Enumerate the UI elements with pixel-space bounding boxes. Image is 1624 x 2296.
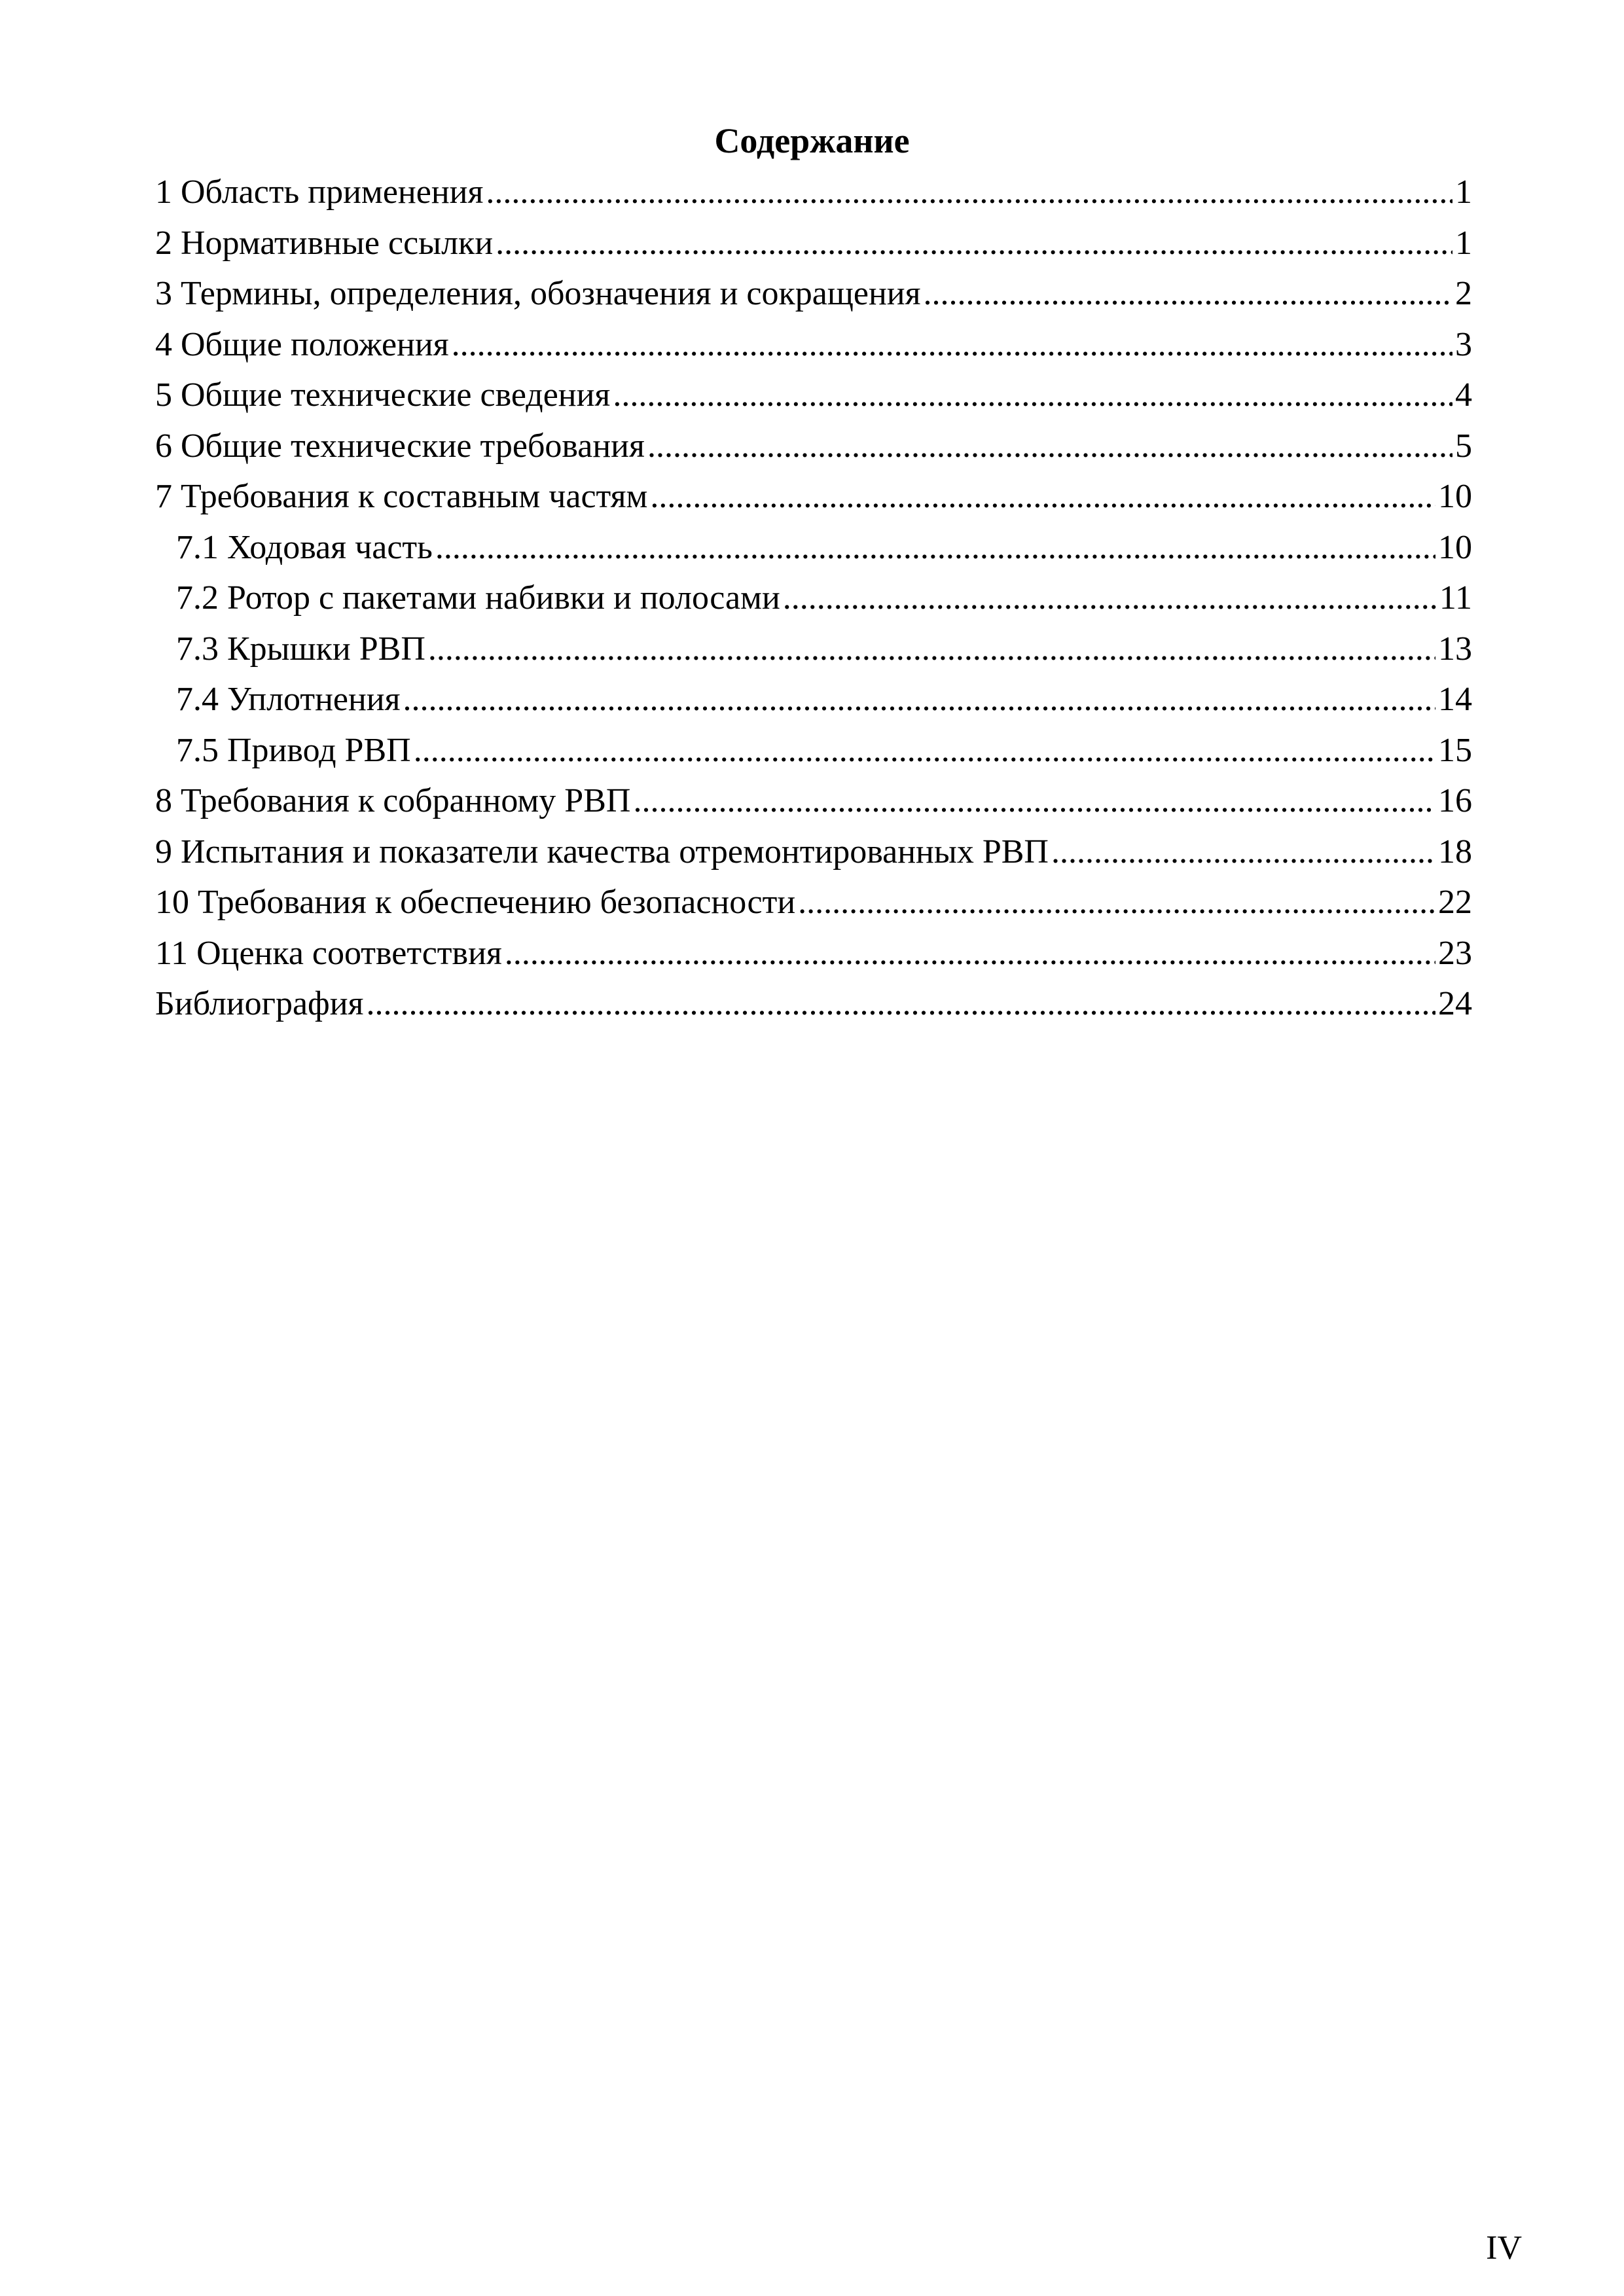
toc-entry-page: 23 <box>1438 934 1472 972</box>
toc-dot-leader <box>452 319 1453 370</box>
toc-dot-leader <box>403 674 1435 725</box>
toc-entry-text: 7.3 Крышки РВП <box>176 630 425 668</box>
toc-entry-page: 3 <box>1455 325 1472 363</box>
toc-entry-page: 4 <box>1455 376 1472 414</box>
table-of-contents <box>155 167 1472 1030</box>
toc-dot-leader <box>633 776 1435 827</box>
toc-subentry[interactable] <box>155 725 1472 776</box>
toc-dot-leader <box>486 167 1453 218</box>
page-number: IV <box>1486 2229 1522 2267</box>
toc-entry-page: 1 <box>1455 224 1472 262</box>
toc-entry-text: 10 Требования к обеспечению безопасности <box>155 884 796 921</box>
toc-dot-leader <box>1051 827 1435 878</box>
toc-entry-page: 16 <box>1438 782 1472 819</box>
toc-entry-text: 3 Термины, определения, обозначения и сокращения <box>155 275 921 312</box>
toc-subentry[interactable] <box>155 522 1472 573</box>
toc-dot-leader <box>435 522 1435 573</box>
toc-entry-page: 13 <box>1438 630 1472 668</box>
toc-entry-text: 7.2 Ротор с пакетами набивки и полосами <box>176 579 780 617</box>
toc-entry-text: 9 Испытания и показатели качества отремонтированных РВП <box>155 833 1049 870</box>
toc-entry[interactable] <box>155 928 1472 979</box>
toc-entry-page: 15 <box>1438 731 1472 769</box>
toc-entry-text: 5 Общие технические сведения <box>155 376 611 414</box>
toc-dot-leader <box>783 573 1437 624</box>
toc-entry-page: 1 <box>1455 173 1472 211</box>
toc-entry-page: 11 <box>1439 579 1472 617</box>
toc-entry-text: 11 Оценка соответствия <box>155 934 502 972</box>
toc-dot-leader <box>366 978 1435 1030</box>
page-title: Содержание <box>714 121 910 160</box>
toc-entry-text: 2 Нормативные ссылки <box>155 224 494 262</box>
toc-entry-text: 1 Область применения <box>155 173 484 211</box>
toc-entry-text: 7.5 Привод РВП <box>176 731 411 769</box>
toc-dot-leader <box>414 725 1435 776</box>
toc-dot-leader <box>798 877 1435 928</box>
toc-dot-leader <box>496 218 1453 269</box>
toc-entry-page: 10 <box>1438 528 1472 566</box>
toc-subentry[interactable] <box>155 624 1472 675</box>
toc-dot-leader <box>505 928 1435 979</box>
toc-entry-text: 8 Требования к собранному РВП <box>155 782 631 819</box>
toc-subentry[interactable] <box>155 573 1472 624</box>
toc-entry[interactable] <box>155 776 1472 827</box>
toc-entry-text: 6 Общие технические требования <box>155 427 645 465</box>
toc-entry-page: 14 <box>1438 681 1472 718</box>
toc-entry-page: 2 <box>1455 275 1472 312</box>
toc-dot-leader <box>428 624 1435 675</box>
toc-dot-leader <box>924 268 1453 319</box>
toc-entry[interactable] <box>155 421 1472 472</box>
toc-entry[interactable] <box>155 370 1472 421</box>
toc-entry-text: 4 Общие положения <box>155 325 449 363</box>
toc-entry[interactable] <box>155 978 1472 1030</box>
toc-subentry[interactable] <box>155 674 1472 725</box>
toc-dot-leader <box>613 370 1453 421</box>
toc-entry[interactable] <box>155 167 1472 218</box>
toc-entry-page: 24 <box>1438 985 1472 1022</box>
toc-dot-leader <box>650 471 1435 522</box>
toc-entry-text: 7.4 Уплотнения <box>176 681 401 718</box>
toc-entry[interactable] <box>155 218 1472 269</box>
toc-entry-page: 18 <box>1438 833 1472 870</box>
toc-entry[interactable] <box>155 471 1472 522</box>
toc-entry-text: 7.1 Ходовая часть <box>176 528 433 566</box>
toc-entry[interactable] <box>155 827 1472 878</box>
toc-entry[interactable] <box>155 877 1472 928</box>
toc-entry[interactable] <box>155 268 1472 319</box>
toc-entry[interactable] <box>155 319 1472 370</box>
toc-entry-page: 22 <box>1438 884 1472 921</box>
toc-entry-text: Библиография <box>155 985 364 1022</box>
toc-entry-text: 7 Требования к составным частям <box>155 478 648 515</box>
toc-dot-leader <box>647 421 1453 472</box>
toc-entry-page: 5 <box>1455 427 1472 465</box>
toc-entry-page: 10 <box>1438 478 1472 515</box>
